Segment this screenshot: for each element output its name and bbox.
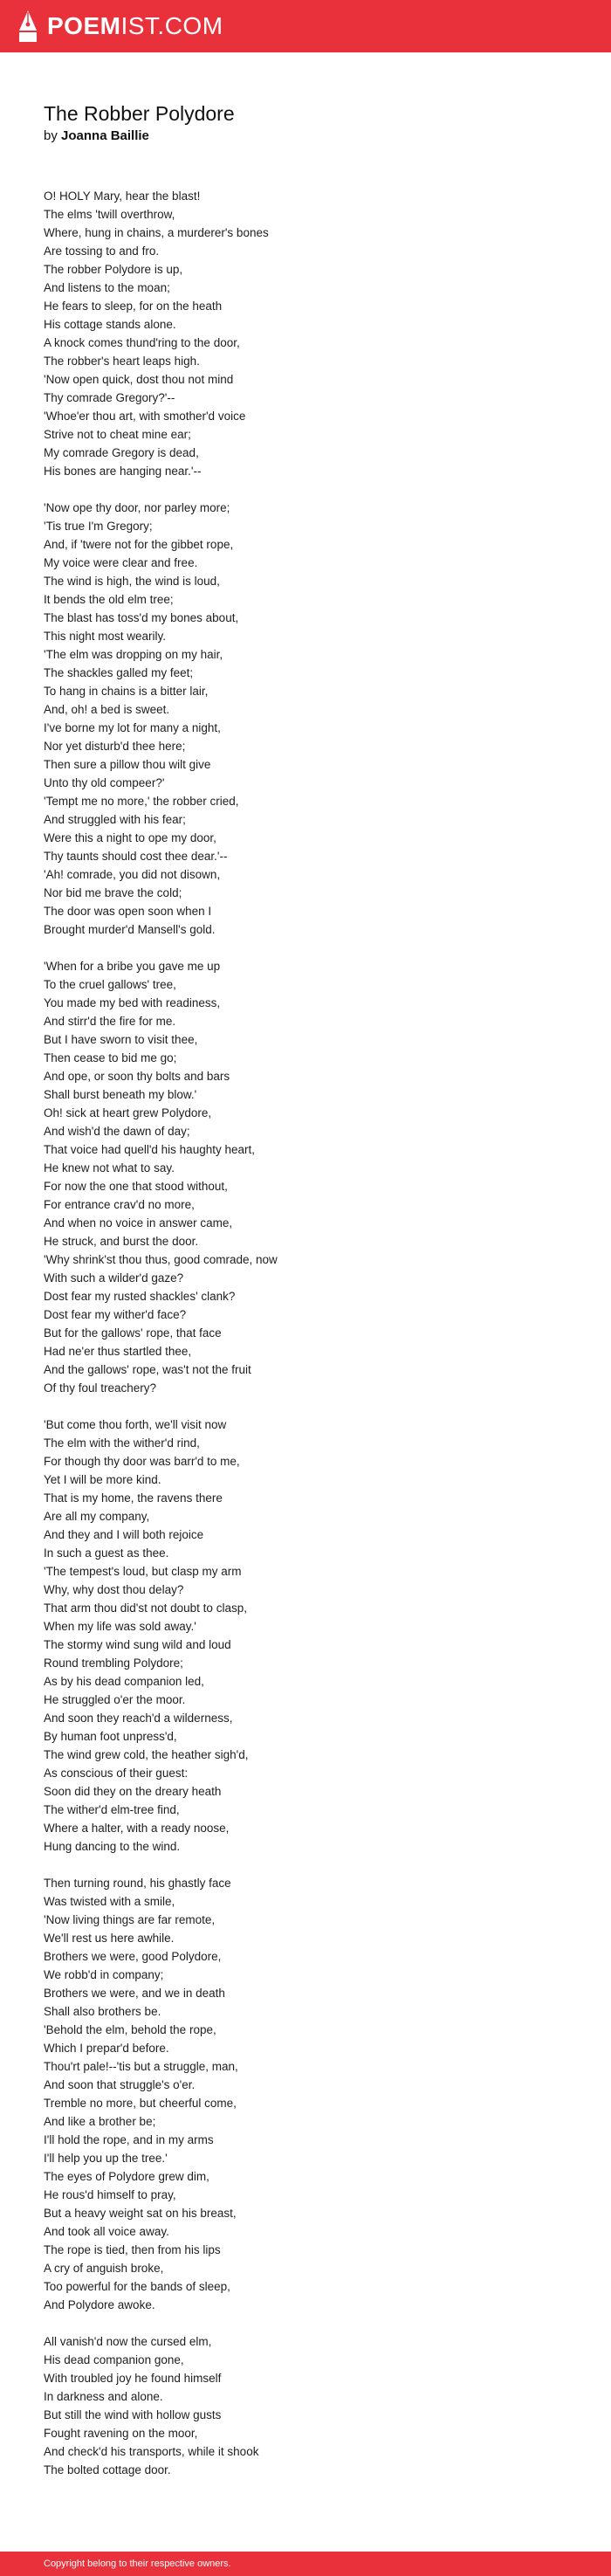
poem-line: You made my bed with readiness, xyxy=(44,996,221,1009)
site-logo[interactable] xyxy=(17,0,223,52)
poem-line: And ope, or soon thy bolts and bars xyxy=(44,1070,230,1083)
poem-line: It bends the old elm tree; xyxy=(44,593,174,606)
poem-line: And they and I will both rejoice xyxy=(44,1528,204,1541)
poem-line: Thy taunts should cost thee dear.'-- xyxy=(44,850,228,863)
poem-line: Dost fear my rusted shackles' clank? xyxy=(44,1290,236,1303)
poem-line: But a heavy weight sat on his breast, xyxy=(44,2207,237,2220)
poem-line: That arm thou did'st not doubt to clasp, xyxy=(44,1601,247,1615)
poem-line: We robb'd in company; xyxy=(44,1968,164,1981)
stanza xyxy=(44,1874,567,2314)
poem-line: We'll rest us here awhile. xyxy=(44,1932,175,1945)
poem-line: Then sure a pillow thou wilt give xyxy=(44,758,211,771)
poem-line: Was twisted with a smile, xyxy=(44,1895,175,1908)
stanza xyxy=(44,2332,567,2479)
poem-line: I'll hold the rope, and in my arms xyxy=(44,2133,214,2146)
poem-line: My comrade Gregory is dead, xyxy=(44,446,199,459)
poem-line: Are all my company, xyxy=(44,1510,150,1523)
poem-line: Nor bid me brave the cold; xyxy=(44,886,182,899)
poem-line: To the cruel gallows' tree, xyxy=(44,978,176,991)
footer-bar xyxy=(0,2552,611,2576)
poem-line: O! HOLY Mary, hear the blast! xyxy=(44,189,201,203)
poem-line: The shackles galled my feet; xyxy=(44,666,194,679)
poem-line: 'Behold the elm, behold the rope, xyxy=(44,2023,216,2036)
poem-line: And listens to the moan; xyxy=(44,281,170,294)
poem-line: For now the one that stood without, xyxy=(44,1180,228,1193)
poem-line: Of thy foul treachery? xyxy=(44,1381,157,1395)
poem-line: Where, hung in chains, a murderer's bones xyxy=(44,226,269,239)
poem-line: Why, why dost thou delay? xyxy=(44,1583,184,1596)
poem-title: The Robber Polydore xyxy=(44,102,235,125)
poem-line: The door was open soon when I xyxy=(44,905,212,918)
poem-line: He struck, and burst the door. xyxy=(44,1235,199,1248)
poem-line: The robber's heart leaps high. xyxy=(44,355,200,368)
poem-line: His cottage stands alone. xyxy=(44,318,176,331)
poem-line: Were this a night to ope my door, xyxy=(44,831,216,844)
poem-line: With such a wilder'd gaze? xyxy=(44,1271,184,1285)
poem-line: The bolted cottage door. xyxy=(44,2463,171,2476)
poem-line: Then cease to bid me go; xyxy=(44,1051,177,1064)
poem-line: When my life was sold away.' xyxy=(44,1620,196,1633)
stanza xyxy=(44,957,567,1397)
poem-line: The wither'd elm-tree find, xyxy=(44,1803,180,1816)
poem-byline xyxy=(44,128,235,143)
logo-text-bold: POEM xyxy=(47,12,121,39)
site-logo-text xyxy=(47,0,223,52)
poem-line: 'When for a bribe you gave me up xyxy=(44,960,221,973)
poem-line: 'Tis true I'm Gregory; xyxy=(44,520,153,533)
poem-line: The elm with the wither'd rind, xyxy=(44,1436,200,1450)
poem-line: Thy comrade Gregory?'-- xyxy=(44,391,175,404)
poem-line: He struggled o'er the moor. xyxy=(44,1693,186,1706)
copyright-notice: Copyright belong to their respective owners. xyxy=(44,2559,231,2569)
poem-line: But still the wind with hollow gusts xyxy=(44,2408,222,2421)
poem-line: And check'd his transports, while it shook xyxy=(44,2445,259,2458)
poem-line: 'Why shrink'st thou thus, good comrade, now xyxy=(44,1253,278,1266)
poem-line: With troubled joy he found himself xyxy=(44,2372,222,2385)
poem-line: Soon did they on the dreary heath xyxy=(44,1785,222,1798)
poem-line: 'The elm was dropping on my hair, xyxy=(44,648,223,661)
poem-line: Yet I will be more kind. xyxy=(44,1473,161,1486)
poem-line: A knock comes thund'ring to the door, xyxy=(44,336,240,349)
poem-line: And wish'd the dawn of day; xyxy=(44,1125,190,1138)
poem-line: Brothers we were, good Polydore, xyxy=(44,1950,222,1963)
poem-line: But I have sworn to visit thee, xyxy=(44,1033,198,1046)
poem-line: He rous'd himself to pray, xyxy=(44,2188,176,2201)
poem-line: 'Now open quick, dost thou not mind xyxy=(44,373,234,386)
poem-line: His dead companion gone, xyxy=(44,2353,184,2366)
poem-line: Thou'rt pale!--'tis but a struggle, man, xyxy=(44,2060,238,2073)
poem-line: And, oh! a bed is sweet. xyxy=(44,703,170,716)
poem-line: By human foot unpress'd, xyxy=(44,1730,177,1743)
poem-line: 'Now living things are far remote, xyxy=(44,1913,216,1926)
poem-line: That voice had quell'd his haughty heart, xyxy=(44,1143,255,1156)
poem-line: That is my home, the ravens there xyxy=(44,1491,223,1505)
stanza xyxy=(44,187,567,480)
poem-line: In such a guest as thee. xyxy=(44,1546,169,1560)
poem-line: The wind is high, the wind is loud, xyxy=(44,575,220,588)
poem-line: Tremble no more, but cheerful come, xyxy=(44,2097,237,2110)
byline-prefix: by xyxy=(44,128,58,143)
poem-line: 'But come thou forth, we'll visit now xyxy=(44,1418,227,1431)
poem-author[interactable]: Joanna Baillie xyxy=(61,128,149,143)
poem-line: Brought murder'd Mansell's gold. xyxy=(44,923,216,936)
poem-line: The stormy wind sung wild and loud xyxy=(44,1638,231,1651)
poem-line: The eyes of Polydore grew dim, xyxy=(44,2170,209,2183)
poem-line: As conscious of their guest: xyxy=(44,1767,189,1780)
poem-line: Where a halter, with a ready noose, xyxy=(44,1822,230,1835)
poem-line: As by his dead companion led, xyxy=(44,1675,204,1688)
poem-line: And like a brother be; xyxy=(44,2115,156,2128)
quill-pen-nib-icon xyxy=(17,10,38,43)
poem-line: And, if 'twere not for the gibbet rope, xyxy=(44,538,234,551)
poem-line: Oh! sick at heart grew Polydore, xyxy=(44,1106,212,1119)
poem-line: All vanish'd now the cursed elm, xyxy=(44,2335,212,2348)
poem-line: The robber Polydore is up, xyxy=(44,263,183,276)
poem-line: Strive not to cheat mine ear; xyxy=(44,428,191,441)
poem-line: Fought ravening on the moor, xyxy=(44,2427,198,2440)
poem-line: Which I prepar'd before. xyxy=(44,2042,169,2055)
poem-header xyxy=(44,100,235,143)
poem-line: And struggled with his fear; xyxy=(44,813,186,826)
poem-line: A cry of anguish broke, xyxy=(44,2262,164,2275)
poem-line: Unto thy old compeer?' xyxy=(44,776,165,789)
poem-body xyxy=(44,187,567,2479)
poem-line: This night most wearily. xyxy=(44,630,167,643)
logo-text-light: IST.COM xyxy=(120,12,223,39)
poem-line: The elms 'twill overthrow, xyxy=(44,208,175,221)
poem-line: 'The tempest's loud, but clasp my arm xyxy=(44,1565,242,1578)
poem-line: For though thy door was barr'd to me, xyxy=(44,1455,240,1468)
stanza xyxy=(44,499,567,939)
poem-line: My voice were clear and free. xyxy=(44,556,198,569)
poem-line: Brothers we were, and we in death xyxy=(44,1987,225,2000)
poem-line: Then turning round, his ghastly face xyxy=(44,1877,231,1890)
poem-line: 'Ah! comrade, you did not disown, xyxy=(44,868,221,881)
poem-line: His bones are hanging near.'-- xyxy=(44,465,202,478)
poem-line: And stirr'd the fire for me. xyxy=(44,1015,176,1028)
poem-line: The rope is tied, then from his lips xyxy=(44,2243,221,2256)
poem-line: I'll help you up the tree.' xyxy=(44,2152,168,2165)
poem-line: Are tossing to and fro. xyxy=(44,245,160,258)
poem-line: 'Now ope thy door, nor parley more; xyxy=(44,501,230,514)
poem-line: To hang in chains is a bitter lair, xyxy=(44,685,209,698)
top-bar xyxy=(0,0,611,52)
poem-line: And soon they reach'd a wilderness, xyxy=(44,1712,233,1725)
poem-line: And soon that struggle's o'er. xyxy=(44,2078,196,2091)
poem-line: Shall burst beneath my blow.' xyxy=(44,1088,197,1101)
poem-line: I've borne my lot for many a night, xyxy=(44,721,221,734)
poem-line: Had ne'er thus startled thee, xyxy=(44,1345,192,1358)
poem-line: 'Whoe'er thou art, with smother'd voice xyxy=(44,410,246,423)
poem-line: Dost fear my wither'd face? xyxy=(44,1308,187,1321)
poem-line: The blast has toss'd my bones about, xyxy=(44,611,239,624)
poem-line: Round trembling Polydore; xyxy=(44,1656,183,1670)
poem-line: Hung dancing to the wind. xyxy=(44,1840,181,1853)
poem-line: Too powerful for the bands of sleep, xyxy=(44,2280,230,2293)
poem-line: In darkness and alone. xyxy=(44,2390,163,2403)
poem-line: Shall also brothers be. xyxy=(44,2005,161,2018)
poem-line: He fears to sleep, for on the heath xyxy=(44,300,223,313)
poem-line: And Polydore awoke. xyxy=(44,2298,155,2311)
stanza xyxy=(44,1415,567,1856)
poem-line: The wind grew cold, the heather sigh'd, xyxy=(44,1748,249,1761)
poem-line: 'Tempt me no more,' the robber cried, xyxy=(44,795,239,808)
poem-line: And the gallows' rope, was't not the fruit xyxy=(44,1363,251,1376)
poem-line: He knew not what to say. xyxy=(44,1161,175,1174)
poem-line: And took all voice away. xyxy=(44,2225,169,2238)
poem-line: Nor yet disturb'd thee here; xyxy=(44,740,186,753)
poem-line: For entrance crav'd no more, xyxy=(44,1198,195,1211)
poem-line: But for the gallows' rope, that face xyxy=(44,1326,222,1340)
poem-line: And when no voice in answer came, xyxy=(44,1216,233,1229)
